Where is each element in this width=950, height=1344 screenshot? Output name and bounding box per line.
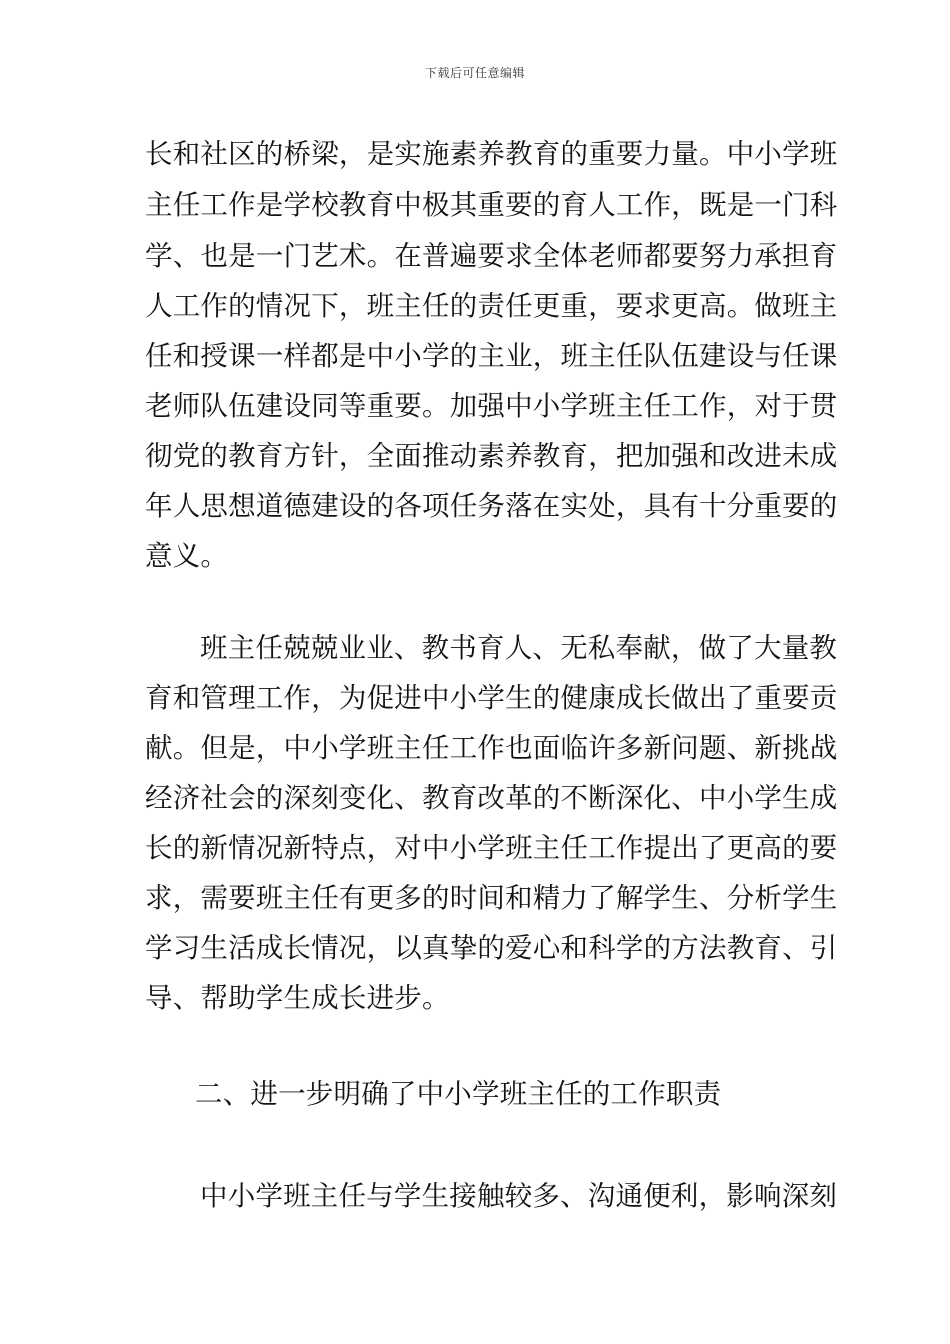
paragraph-2-line-6: 求，需要班主任有更多的时间和精力了解学生、分析学生 (145, 882, 838, 914)
paragraph-1-line-5: 任和授课一样都是中小学的主业，班主任队伍建设与任课 (145, 340, 838, 372)
paragraph-2-line-5: 长的新情况新特点，对中小学班主任工作提出了更高的要 (145, 832, 838, 864)
paragraph-2-line-2: 育和管理工作，为促进中小学生的健康成长做出了重要贡 (145, 682, 838, 714)
paragraph-1-line-8: 年人思想道德建设的各项任务落在实处，具有十分重要的 (145, 490, 838, 522)
paragraph-1-line-9: 意义。 (145, 540, 229, 572)
paragraph-2-line-7: 学习生活成长情况，以真挚的爱心和科学的方法教育、引 (145, 932, 838, 964)
paragraph-1-line-6: 老师队伍建设同等重要。加强中小学班主任工作，对于贯 (145, 390, 838, 422)
paragraph-2-line-4: 经济社会的深刻变化、教育改革的不断深化、中小学生成 (145, 782, 838, 814)
page-header: 下载后可任意编辑 (424, 66, 525, 80)
paragraph-1-line-2: 主任工作是学校教育中极其重要的育人工作，既是一门科 (145, 189, 838, 221)
paragraph-3-line-1: 中小学班主任与学生接触较多、沟通便利，影响深刻 (200, 1180, 838, 1212)
section-heading: 二、进一步明确了中小学班主任的工作职责 (195, 1078, 722, 1110)
paragraph-1-line-3: 学、也是一门艺术。在普遍要求全体老师都要努力承担育 (145, 240, 838, 272)
paragraph-1-line-1: 长和社区的桥梁，是实施素养教育的重要力量。中小学班 (145, 138, 838, 170)
paragraph-2-line-1: 班主任兢兢业业、教书育人、无私奉献，做了大量教 (200, 632, 838, 664)
paragraph-1-line-7: 彻党的教育方针，全面推动素养教育，把加强和改进未成 (145, 440, 838, 472)
paragraph-2-line-8: 导、帮助学生成长进步。 (145, 982, 450, 1014)
paragraph-1-line-4: 人工作的情况下，班主任的责任更重，要求更高。做班主 (145, 290, 838, 322)
paragraph-2-line-3: 献。但是，中小学班主任工作也面临许多新问题、新挑战 (145, 732, 838, 764)
